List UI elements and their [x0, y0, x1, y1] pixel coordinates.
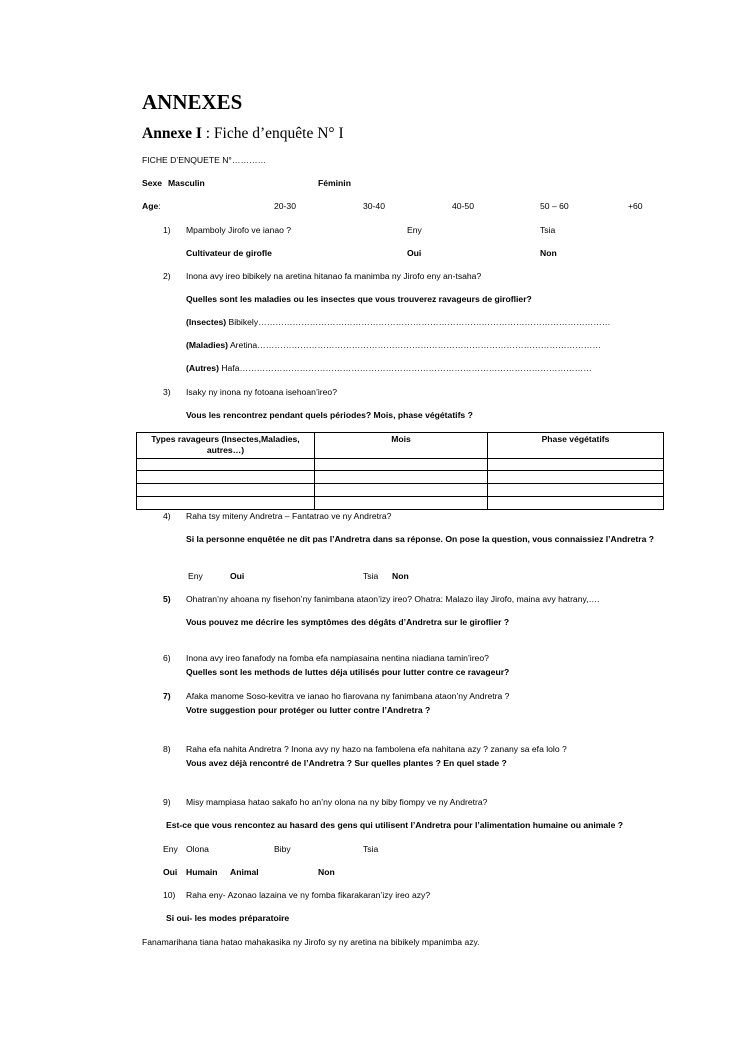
- closing-remark: Fanamarihana tiana hatao mahakasika ny Jirofo sy ny aretina na bibikely mpanimba azy.: [142, 937, 480, 947]
- q1-non: Non: [540, 248, 557, 258]
- q1-number: 1): [163, 225, 171, 235]
- sexe-label: Sexe: [142, 178, 163, 188]
- age-label: Age: [142, 201, 159, 211]
- table-cell[interactable]: [488, 459, 664, 471]
- q5-french: Vous pouvez me décrire les symptômes des dégâts d’Andretra sur le giroflier ?: [186, 617, 510, 627]
- q1-oui: Oui: [407, 248, 422, 258]
- table-cell[interactable]: [137, 459, 315, 471]
- q4-oui: Oui: [230, 571, 245, 581]
- q9-french: Est-ce que vous rencontez au hasard des gens qui utilisent l’Andretra pour l’alimentation humaine ou animale ?: [166, 820, 623, 830]
- table-cell[interactable]: [488, 497, 664, 510]
- q9-biby: Biby: [274, 844, 291, 854]
- q2-malagasy: Inona avy ireo bibikely na aretina hitanao fa manimba ny Jirofo eny an-tsaha?: [186, 271, 482, 281]
- table-cell[interactable]: [137, 497, 315, 510]
- q2-maladies-label: (Maladies): [186, 340, 229, 350]
- q10-number: 10): [163, 890, 176, 900]
- q8-number: 8): [163, 744, 171, 754]
- q8-malagasy: Raha efa nahita Andretra ? Inona avy ny hazo na fambolena efa nahitana azy ? zanany sa efa lolo ?: [186, 744, 567, 754]
- sexe-feminin: Féminin: [318, 178, 351, 188]
- q2-french: Quelles sont les maladies ou les insectes que vous trouverez ravageurs de giroflier?: [186, 294, 532, 304]
- table-cell[interactable]: [315, 471, 488, 484]
- age-range-5: +60: [628, 201, 643, 211]
- q8-french: Vous avez déjà rencontré de l’Andretra ? Sur quelles plantes ? En quel stade ?: [186, 758, 507, 768]
- annex-subtitle: : Fiche d’enquête N° I: [201, 125, 344, 142]
- table-cell[interactable]: [488, 484, 664, 497]
- q9-animal: Animal: [230, 867, 259, 877]
- q4-non: Non: [392, 571, 409, 581]
- q2-number: 2): [163, 271, 171, 281]
- annex-label: Annexe I: [142, 125, 202, 142]
- q3-number: 3): [163, 387, 171, 397]
- table-header-phase: Phase végétatifs: [488, 433, 664, 459]
- q5-malagasy: Ohatran’ny ahoana ny fisehon’ny fanimbana ataon’izy ireo? Ohatra: Malazo ilay Jirofo, maina avy hatrany,….: [186, 594, 600, 604]
- age-range-3: 40-50: [452, 201, 474, 211]
- q7-malagasy: Afaka manome Soso-kevitra ve ianao ho fiarovana ny fanimbana ataon’ny Andretra ?: [186, 691, 510, 701]
- q7-number: 7): [163, 691, 171, 701]
- q1-tsia: Tsia: [540, 225, 556, 235]
- q9-malagasy: Misy mampiasa hatao sakafo ho an’ny olona na ny biby fiompy ve ny Andretra?: [186, 797, 488, 807]
- table-cell[interactable]: [315, 459, 488, 471]
- age-range-2: 30-40: [363, 201, 385, 211]
- q2-autres-line: [186, 364, 592, 373]
- q1-eny: Eny: [407, 225, 422, 235]
- page-title: ANNEXES: [142, 90, 243, 114]
- q6-malagasy: Inona avy ireo fanafody na fomba efa nampiasaina nentina niadiana tamin’ireo?: [186, 653, 489, 663]
- q3-malagasy: Isaky ny inona ny fotoana isehoan’ireo?: [186, 387, 337, 397]
- table-header-types: Types ravageurs (Insectes,Maladies, autres…): [137, 433, 315, 459]
- table-cell[interactable]: [137, 471, 315, 484]
- q1-french: Cultivateur de girofle: [186, 248, 272, 258]
- table-row: [137, 459, 664, 471]
- table-cell[interactable]: [315, 497, 488, 510]
- q9-tsia: Tsia: [363, 844, 379, 854]
- table-row: [137, 497, 664, 510]
- q5-number: 5): [163, 594, 171, 604]
- q2-autres-blank: Hafa……………………………………………………………………………………………………………: [218, 363, 592, 373]
- q4-french: [142, 533, 656, 547]
- table-row: [137, 471, 664, 484]
- annex-title: [142, 126, 344, 142]
- q9-olona: Olona: [186, 844, 209, 854]
- table-header-mois: Mois: [315, 433, 488, 459]
- q2-insectes-line: [186, 318, 610, 327]
- age-range-4: 50 – 60: [540, 201, 569, 211]
- q2-maladies-blank: Aretina…………………………………………………………………………………………………………: [228, 340, 601, 350]
- table-cell[interactable]: [315, 484, 488, 497]
- q6-number: 6): [163, 653, 171, 663]
- q10-french: Si oui- les modes préparatoire: [166, 913, 290, 923]
- fiche-number-line: FICHE D’ENQUETE N°…………: [142, 155, 267, 165]
- table-cell[interactable]: [137, 484, 315, 497]
- q4-malagasy: Raha tsy miteny Andretra – Fantatrao ve ny Andretra?: [186, 511, 392, 521]
- q9-oui: Oui: [163, 867, 178, 877]
- table-header-row: [137, 433, 664, 459]
- q9-non: Non: [318, 867, 335, 877]
- age-row: [142, 202, 161, 211]
- table-row: [137, 484, 664, 497]
- q10-malagasy: Raha eny- Azonao lazaina ve ny fomba fikarakaran’izy ireo azy?: [186, 890, 431, 900]
- q4-number: 4): [163, 511, 171, 521]
- q2-maladies-line: [186, 341, 601, 350]
- q9-humain: Humain: [186, 867, 218, 877]
- q1-malagasy: Mpamboly Jirofo ve ianao ?: [186, 225, 292, 235]
- q4-tsia: Tsia: [363, 571, 379, 581]
- age-colon: :: [158, 201, 161, 211]
- q4-french-text: Si la personne enquêtée ne dit pas l’Andretra dans sa réponse. On pose la question, vous connaissiez l’Andretra ?: [186, 534, 654, 544]
- sexe-masculin: Masculin: [168, 178, 205, 188]
- table-cell[interactable]: [488, 471, 664, 484]
- q7-french: Votre suggestion pour protéger ou lutter contre l’Andretra ?: [186, 705, 431, 715]
- q9-number: 9): [163, 797, 171, 807]
- q3-french: Vous les rencontrez pendant quels périodes? Mois, phase végétatifs ?: [186, 410, 473, 420]
- age-range-1: 20-30: [274, 201, 296, 211]
- q2-autres-label: (Autres): [186, 363, 219, 373]
- pest-table: [136, 432, 664, 510]
- q2-insectes-label: (Insectes): [186, 317, 227, 327]
- q4-eny: Eny: [188, 571, 203, 581]
- q6-french: Quelles sont les methods de luttes déja utilisés pour lutter contre ce ravageur?: [186, 667, 510, 677]
- q9-eny: Eny: [163, 844, 178, 854]
- q2-insectes-blank: Bibikely……………………………………………………………………………………………………………: [226, 317, 611, 327]
